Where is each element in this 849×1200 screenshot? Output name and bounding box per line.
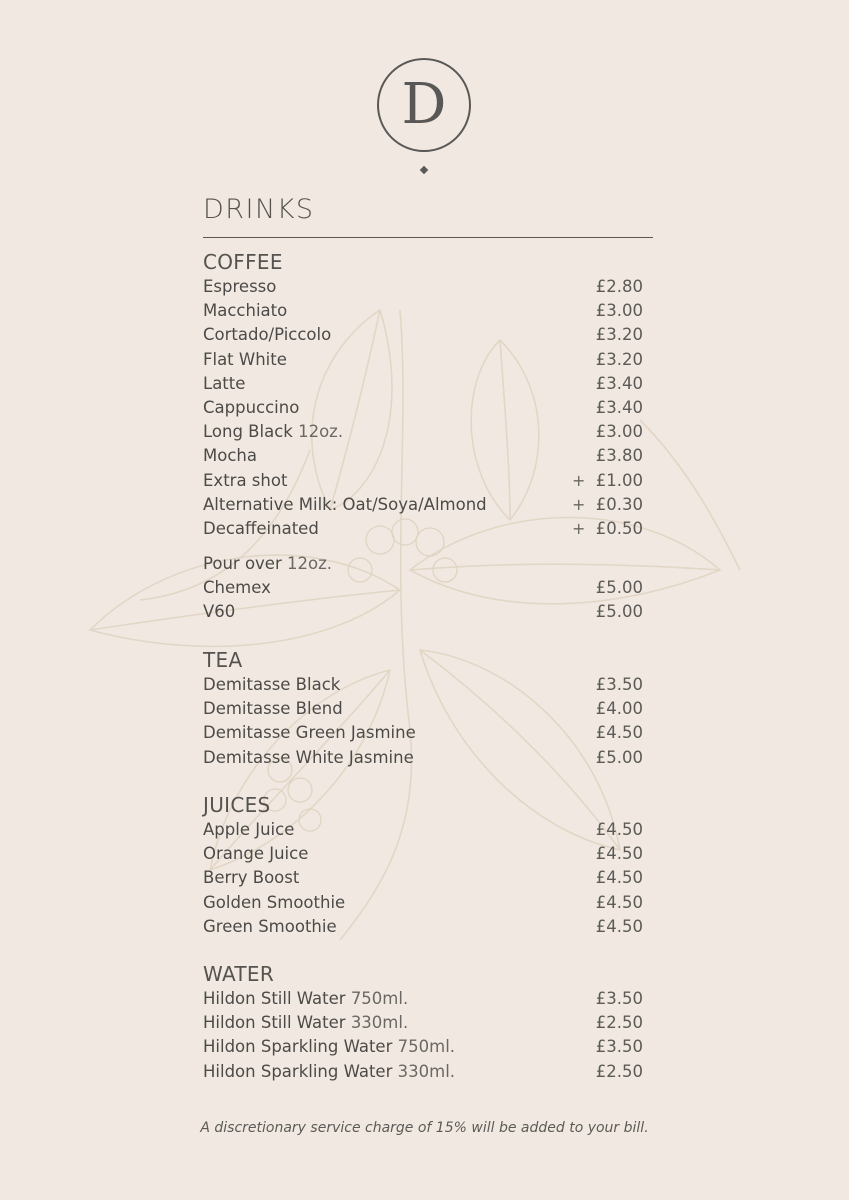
item-label: Hildon Still Water	[203, 1013, 346, 1033]
section-title-juices: JUICES	[203, 793, 271, 817]
item-price: £4.50	[595, 892, 643, 912]
item-name	[203, 842, 308, 866]
logo-diamond-ornament	[420, 166, 428, 174]
item-price: £0.30	[595, 494, 643, 514]
menu-item	[203, 1035, 643, 1059]
item-name	[203, 1035, 455, 1059]
menu-item	[203, 1011, 643, 1035]
menu-item	[203, 576, 643, 600]
item-name	[203, 299, 287, 323]
item-name	[203, 866, 299, 890]
tea-section	[203, 647, 643, 770]
item-label: Orange Juice	[203, 844, 309, 864]
item-size: 750ml.	[397, 1037, 456, 1057]
item-label: Golden Smoothie	[203, 892, 346, 912]
item-name	[203, 697, 343, 721]
item-price: £4.50	[595, 844, 643, 864]
item-size: 750ml.	[350, 989, 409, 1008]
pour-over-heading	[203, 552, 643, 576]
item-label: Demitasse Blend	[203, 699, 343, 719]
item-name	[203, 420, 343, 444]
item-name	[203, 323, 331, 347]
section-title-coffee: COFFEE	[203, 250, 283, 274]
page-title: DRINKS	[203, 194, 315, 225]
item-label: Demitasse Black	[203, 675, 341, 694]
item-label: Latte	[203, 373, 246, 393]
item-price: £3.00	[595, 422, 643, 442]
logo-emblem	[376, 57, 472, 153]
menu-item	[203, 493, 643, 517]
item-name	[203, 275, 276, 299]
menu-item	[203, 891, 643, 915]
menu-item	[203, 721, 643, 745]
item-price: £2.50	[595, 1061, 643, 1081]
item-label: Cappuccino	[203, 397, 300, 417]
item-label: Macchiato	[203, 301, 288, 321]
item-price: £4.50	[595, 723, 643, 743]
item-name	[203, 396, 299, 420]
menu-item	[203, 842, 643, 866]
menu-item	[203, 517, 643, 541]
item-name	[203, 493, 487, 517]
item-label: Alternative Milk: Oat/Soya/Almond	[203, 494, 487, 514]
item-price: £5.00	[595, 747, 643, 767]
section-title-tea: TEA	[203, 648, 243, 672]
item-size: 330ml.	[350, 1013, 409, 1033]
item-name	[203, 673, 340, 697]
pour-over-label: Pour over	[203, 554, 282, 573]
menu-item	[203, 420, 643, 444]
section-title-water: WATER	[203, 962, 275, 986]
menu-item	[203, 1060, 643, 1084]
add-on-plus-sign: +	[572, 494, 586, 514]
item-label: Hildon Sparkling Water	[203, 1037, 393, 1057]
item-size: 12oz.	[298, 422, 344, 442]
menu-item	[203, 818, 643, 842]
menu-item	[203, 275, 643, 299]
item-label: Cortado/Piccolo	[203, 325, 332, 345]
item-price: £3.50	[595, 675, 643, 694]
item-label: V60	[203, 602, 236, 622]
item-price: £5.00	[595, 602, 643, 622]
item-label: Chemex	[203, 578, 271, 598]
item-price: £5.00	[595, 578, 643, 598]
item-name	[203, 891, 345, 915]
item-name	[203, 372, 245, 396]
item-label: Espresso	[203, 277, 277, 296]
item-price: £3.20	[595, 349, 643, 369]
item-label: Mocha	[203, 446, 257, 466]
item-label: Apple Juice	[203, 820, 295, 839]
item-price: £1.00	[595, 470, 643, 490]
item-price: £4.50	[595, 820, 643, 839]
item-label: Demitasse Green Jasmine	[203, 723, 416, 743]
item-size: 330ml.	[397, 1061, 456, 1081]
item-name	[203, 469, 287, 493]
item-label: Hildon Still Water	[203, 989, 346, 1008]
item-label: Decaffeinated	[203, 518, 319, 538]
item-price: £4.50	[595, 916, 643, 936]
item-label: Green Smoothie	[203, 916, 337, 936]
juices-section	[203, 792, 643, 939]
item-price: £3.00	[595, 301, 643, 321]
item-price: £3.50	[595, 989, 643, 1008]
item-name	[203, 1011, 408, 1035]
item-label: Berry Boost	[203, 868, 300, 888]
pour-over-list	[203, 576, 643, 624]
item-name	[203, 600, 235, 624]
item-price: £2.50	[595, 1013, 643, 1033]
service-charge-note: A discretionary service charge of 15% will be added to your bill.	[200, 1120, 649, 1136]
logo-letter: D	[401, 72, 447, 137]
item-price: £0.50	[595, 518, 643, 538]
item-name	[203, 746, 414, 770]
menu-item	[203, 444, 643, 468]
add-on-plus-sign: +	[572, 518, 586, 538]
water-list	[203, 987, 643, 1084]
item-label: Flat White	[203, 349, 287, 369]
menu-item	[203, 348, 643, 372]
menu-item	[203, 866, 643, 890]
item-name	[203, 1060, 455, 1084]
item-name	[203, 444, 257, 468]
menu-item	[203, 746, 643, 770]
menu-item	[203, 697, 643, 721]
item-label: Hildon Sparkling Water	[203, 1061, 393, 1081]
coffee-section	[203, 249, 643, 541]
add-on-plus-sign: +	[572, 470, 586, 490]
item-name	[203, 721, 416, 745]
menu-item	[203, 600, 643, 624]
menu-item	[203, 396, 643, 420]
item-label: Demitasse White Jasmine	[203, 747, 414, 767]
item-price: £3.50	[595, 1037, 643, 1057]
pour-over-size: 12oz.	[287, 554, 332, 573]
item-price: £3.40	[595, 373, 643, 393]
item-price: £4.00	[595, 699, 643, 719]
menu-item	[203, 915, 643, 939]
menu-item	[203, 299, 643, 323]
menu-item	[203, 987, 643, 1011]
water-section	[203, 961, 643, 1084]
item-price: £3.20	[595, 325, 643, 345]
item-name	[203, 517, 319, 541]
item-price: £4.50	[595, 868, 643, 888]
tea-list	[203, 673, 643, 770]
coffee-list	[203, 275, 643, 541]
title-divider	[203, 237, 653, 238]
juices-list	[203, 818, 643, 939]
item-price: £2.80	[595, 277, 643, 296]
item-name	[203, 818, 294, 842]
item-price: £3.40	[595, 397, 643, 417]
item-name	[203, 987, 408, 1011]
menu-item	[203, 469, 643, 493]
item-name	[203, 576, 271, 600]
menu-item	[203, 323, 643, 347]
item-label: Extra shot	[203, 470, 288, 490]
menu-item	[203, 372, 643, 396]
pour-over-section	[203, 552, 643, 625]
item-name	[203, 915, 337, 939]
item-price: £3.80	[595, 446, 643, 466]
item-label: Long Black	[203, 422, 293, 442]
menu-item	[203, 673, 643, 697]
item-name	[203, 348, 287, 372]
